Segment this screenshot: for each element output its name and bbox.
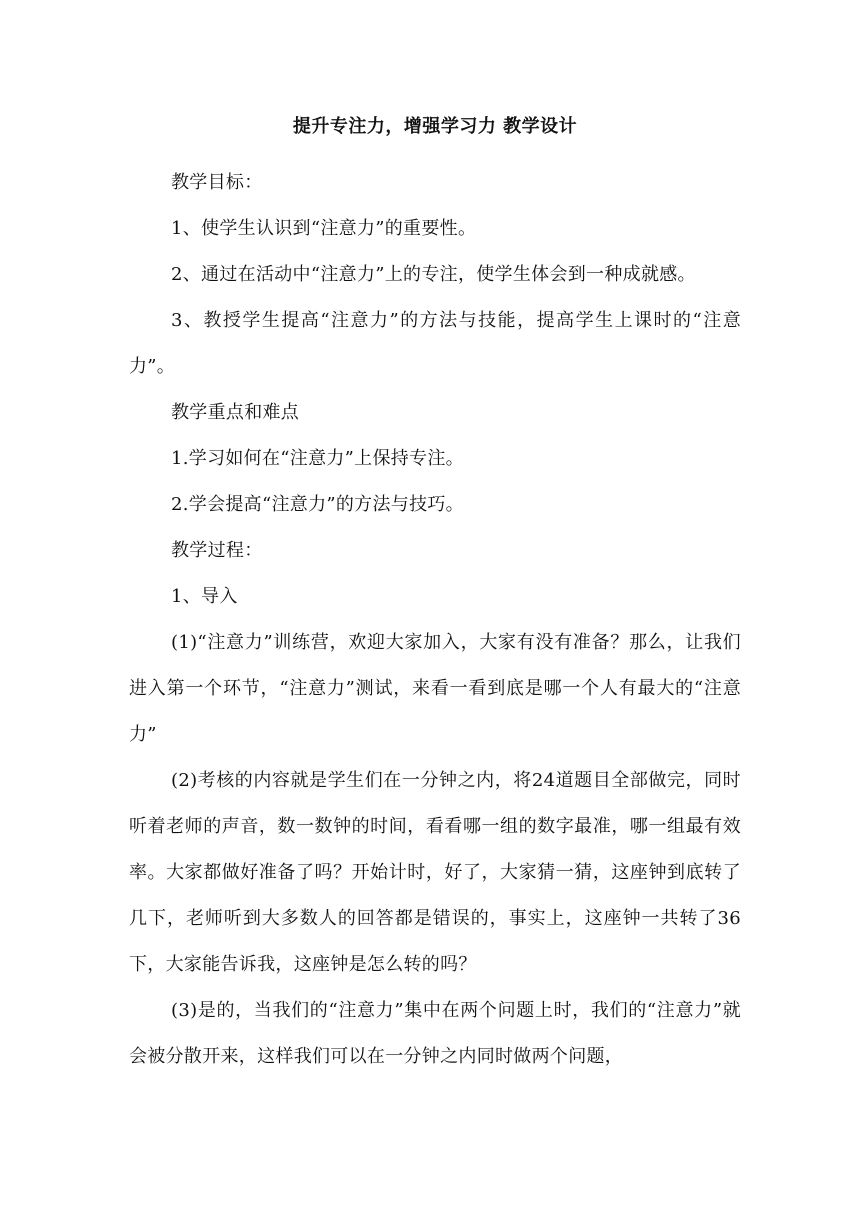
paragraph-objective-1: 1、使学生认识到“注意力”的重要性。 xyxy=(171,218,477,239)
paragraph-intro-3: (3)是的，当我们的“注意力”集中在两个问题上时，我们的“注意力”就会被分散开来，这样我们可以在一分钟之内同时做两个问题， xyxy=(129,1000,741,1067)
paragraph-keypoints-heading: 教学重点和难点 xyxy=(171,402,300,423)
paragraph-intro-heading: 1、导入 xyxy=(171,586,238,607)
paragraph-objective-3: 3、教授学生提高“注意力”的方法与技能，提高学生上课时的“注意力”。 xyxy=(129,310,741,377)
document-title: 提升专注力，增强学习力 教学设计 xyxy=(292,116,578,137)
document-body xyxy=(129,114,741,1080)
paragraph-intro-2: (2)考核的内容就是学生们在一分钟之内，将24道题目全部做完，同时听着老师的声音，数一数钟的时间，看看哪一组的数字最准，哪一组最有效率。大家都做好准备了吗？开始计时，好了，大家猜一猜，这座钟到底转了几下，老师听到大多数人的回答都是错误的，事实上，这座钟一共转了36下，大家能告诉我，这座钟是怎么转的吗？ xyxy=(129,770,741,975)
paragraph-objective-2: 2、通过在活动中“注意力”上的专注，使学生体会到一种成就感。 xyxy=(171,264,696,285)
paragraph-process-heading: 教学过程： xyxy=(171,540,263,561)
paragraph-keypoint-2: 2.学会提高“注意力”的方法与技巧。 xyxy=(171,494,464,515)
paragraph-keypoint-1: 1.学习如何在“注意力”上保持专注。 xyxy=(171,448,464,469)
paragraph-objectives-heading: 教学目标： xyxy=(171,172,263,193)
paragraph-intro-1: (1)“注意力”训练营，欢迎大家加入，大家有没有准备？那么，让我们进入第一个环节，“注意力”测试，来看一看到底是哪一个人有最大的“注意力” xyxy=(129,632,741,745)
